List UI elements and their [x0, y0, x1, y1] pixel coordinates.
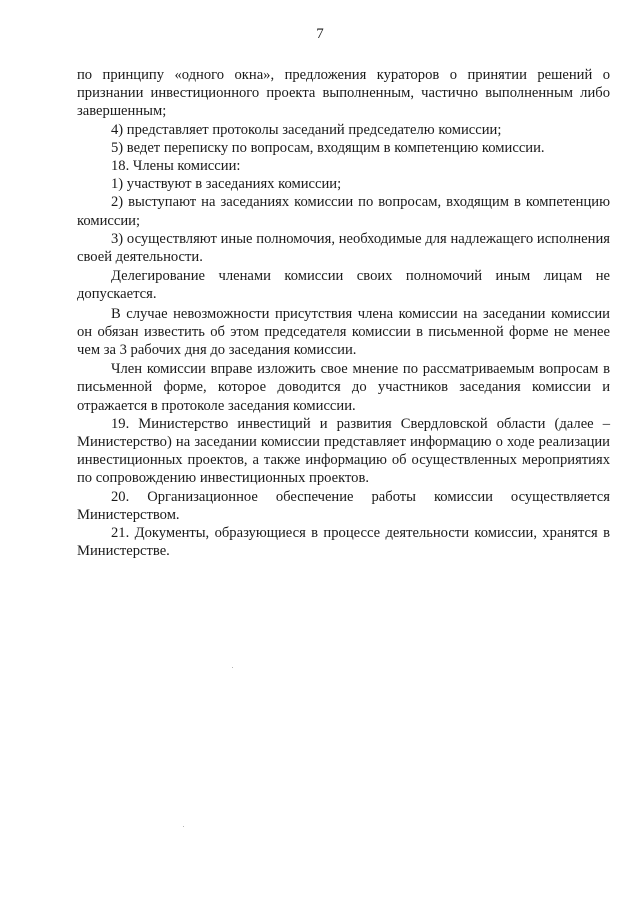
- page-number: 7: [316, 26, 324, 42]
- paragraph-section-18: 18. Члены комиссии:: [111, 158, 241, 175]
- document-body: [77, 66, 610, 560]
- scan-speck: [232, 667, 233, 668]
- paragraph-18-item-3: 3) осуществляют иные полномочия, необходимые для надлежащего исполнения своей деятельности.: [77, 230, 610, 266]
- paragraph-18-item-2: 2) выступают на заседаниях комиссии по вопросам, входящим в компетенцию комиссии;: [77, 194, 610, 229]
- paragraph-absence: В случае невозможности присутствия члена комиссии на заседании комиссии он обязан известить об этом председателя комиссии в письменной форме не менее чем за 3 рабочих дня до заседания комиссии.: [77, 305, 610, 359]
- paragraph-18-item-1: 1) участвуют в заседаниях комиссии;: [111, 176, 342, 193]
- paragraph-section-20: 20. Организационное обеспечение работы комиссии осуществляется Министерством.: [77, 488, 610, 523]
- paragraph-section-21: 21. Документы, образующиеся в процессе деятельности комиссии, хранятся в Министерстве.: [77, 525, 610, 560]
- scan-speck: [183, 826, 184, 827]
- paragraph-delegation: Делегирование членами комиссии своих полномочий иным лицам не допускается.: [77, 268, 610, 303]
- paragraph-continuation: по принципу «одного окна», предложения кураторов о принятии решений о признании инвестиционного проекта выполненным, частично выполненным либо завершенным;: [77, 67, 610, 120]
- paragraph-section-19: 19. Министерство инвестиций и развития Свердловской области (далее – Министерство) на заседании комиссии представляет информацию о ходе реализации инвестиционных проектов, а также информацию об осуществленных мероприятиях по сопровождению инвестиционных проектов.: [77, 415, 610, 487]
- paragraph-item-4: 4) представляет протоколы заседаний председателю комиссии;: [111, 121, 502, 138]
- paragraph-item-5: 5) ведет переписку по вопросам, входящим в компетенцию комиссии.: [111, 139, 545, 156]
- paragraph-written-opinion: Член комиссии вправе изложить свое мнение по рассматриваемым вопросам в письменной форме, которое доводится до участников заседания комиссии и отражается в протоколе заседания комиссии.: [77, 361, 610, 414]
